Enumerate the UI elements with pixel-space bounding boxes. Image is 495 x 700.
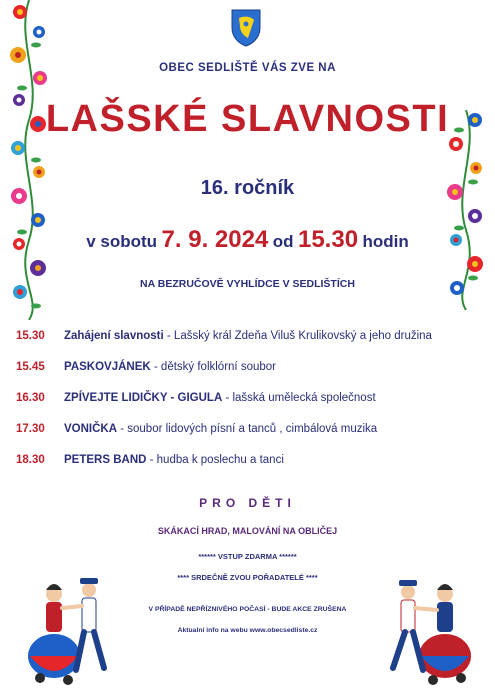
program-desc: - hudba k poslechu a tanci <box>146 454 284 466</box>
folk-dancers-left-icon <box>16 560 126 690</box>
kids-activities: SKÁKACÍ HRAD, MALOVÁNÍ NA OBLIČEJ <box>157 526 338 536</box>
date-prefix: v sobotu <box>86 232 158 251</box>
program-name: ZPÍVEJTE LIDIČKY - GIGULA <box>64 392 223 404</box>
program-time: 15.30 <box>16 330 45 342</box>
weather-notice: V PŘÍPADĚ NEPŘÍZNIVÉHO POČASÍ - BUDE AKCE ZRUŠENA <box>148 606 347 613</box>
date-suffix: hodin <box>362 232 409 251</box>
program-desc: - dětský folklórní soubor <box>150 361 276 373</box>
invite-text: OBEC SEDLIŠTĚ VÁS ZVE NA <box>159 62 336 74</box>
program-name: Zahájení slavnosti <box>64 330 164 342</box>
program-desc: - Lašský král Zdeňa Viluš Krulikovský a jeho družina <box>163 330 432 342</box>
program-item <box>16 361 486 373</box>
program-item <box>16 423 486 435</box>
program-time: 16.30 <box>16 392 45 404</box>
program-desc: - soubor lidových písní a tanců , cimbálová muzika <box>117 423 378 435</box>
program-time: 15.45 <box>16 361 45 373</box>
program-item <box>16 454 486 466</box>
venue-text: NA BEZRUČOVĚ VYHLÍDCE V SEDLIŠTÍCH <box>140 278 355 290</box>
event-time: 15.30 <box>297 226 359 253</box>
coat-of-arms-icon <box>230 8 262 48</box>
floral-border-left <box>6 0 52 320</box>
program-desc: - lašská umělecká společnost <box>222 392 376 404</box>
free-entry-text: ****** VSTUP ZDARMA ****** <box>198 552 297 561</box>
program-item <box>16 330 486 342</box>
event-date: 7. 9. 2024 <box>161 226 269 253</box>
program-name: PETERS BAND <box>64 454 147 466</box>
organizers-text: **** SRDEČNĚ ZVOU POŘADATELÉ **** <box>177 573 318 582</box>
date-line <box>0 226 495 254</box>
program-item <box>16 392 486 404</box>
program-name: PASKOVJÁNEK <box>64 361 151 373</box>
floral-ornament-icon <box>6 0 52 320</box>
program-time: 18.30 <box>16 454 45 466</box>
folk-dancers-right-icon <box>373 560 483 690</box>
kids-heading: PRO DĚTI <box>199 496 296 510</box>
program-time: 17.30 <box>16 423 45 435</box>
program-name: VONIČKA <box>64 423 118 435</box>
date-mid: od <box>272 232 294 251</box>
edition-text: 16. ročník <box>200 177 295 199</box>
website-info: Aktualní info na webu www.obecsedliste.cz <box>177 627 318 634</box>
event-title: LAŠSKÉ SLAVNOSTI <box>45 98 450 140</box>
